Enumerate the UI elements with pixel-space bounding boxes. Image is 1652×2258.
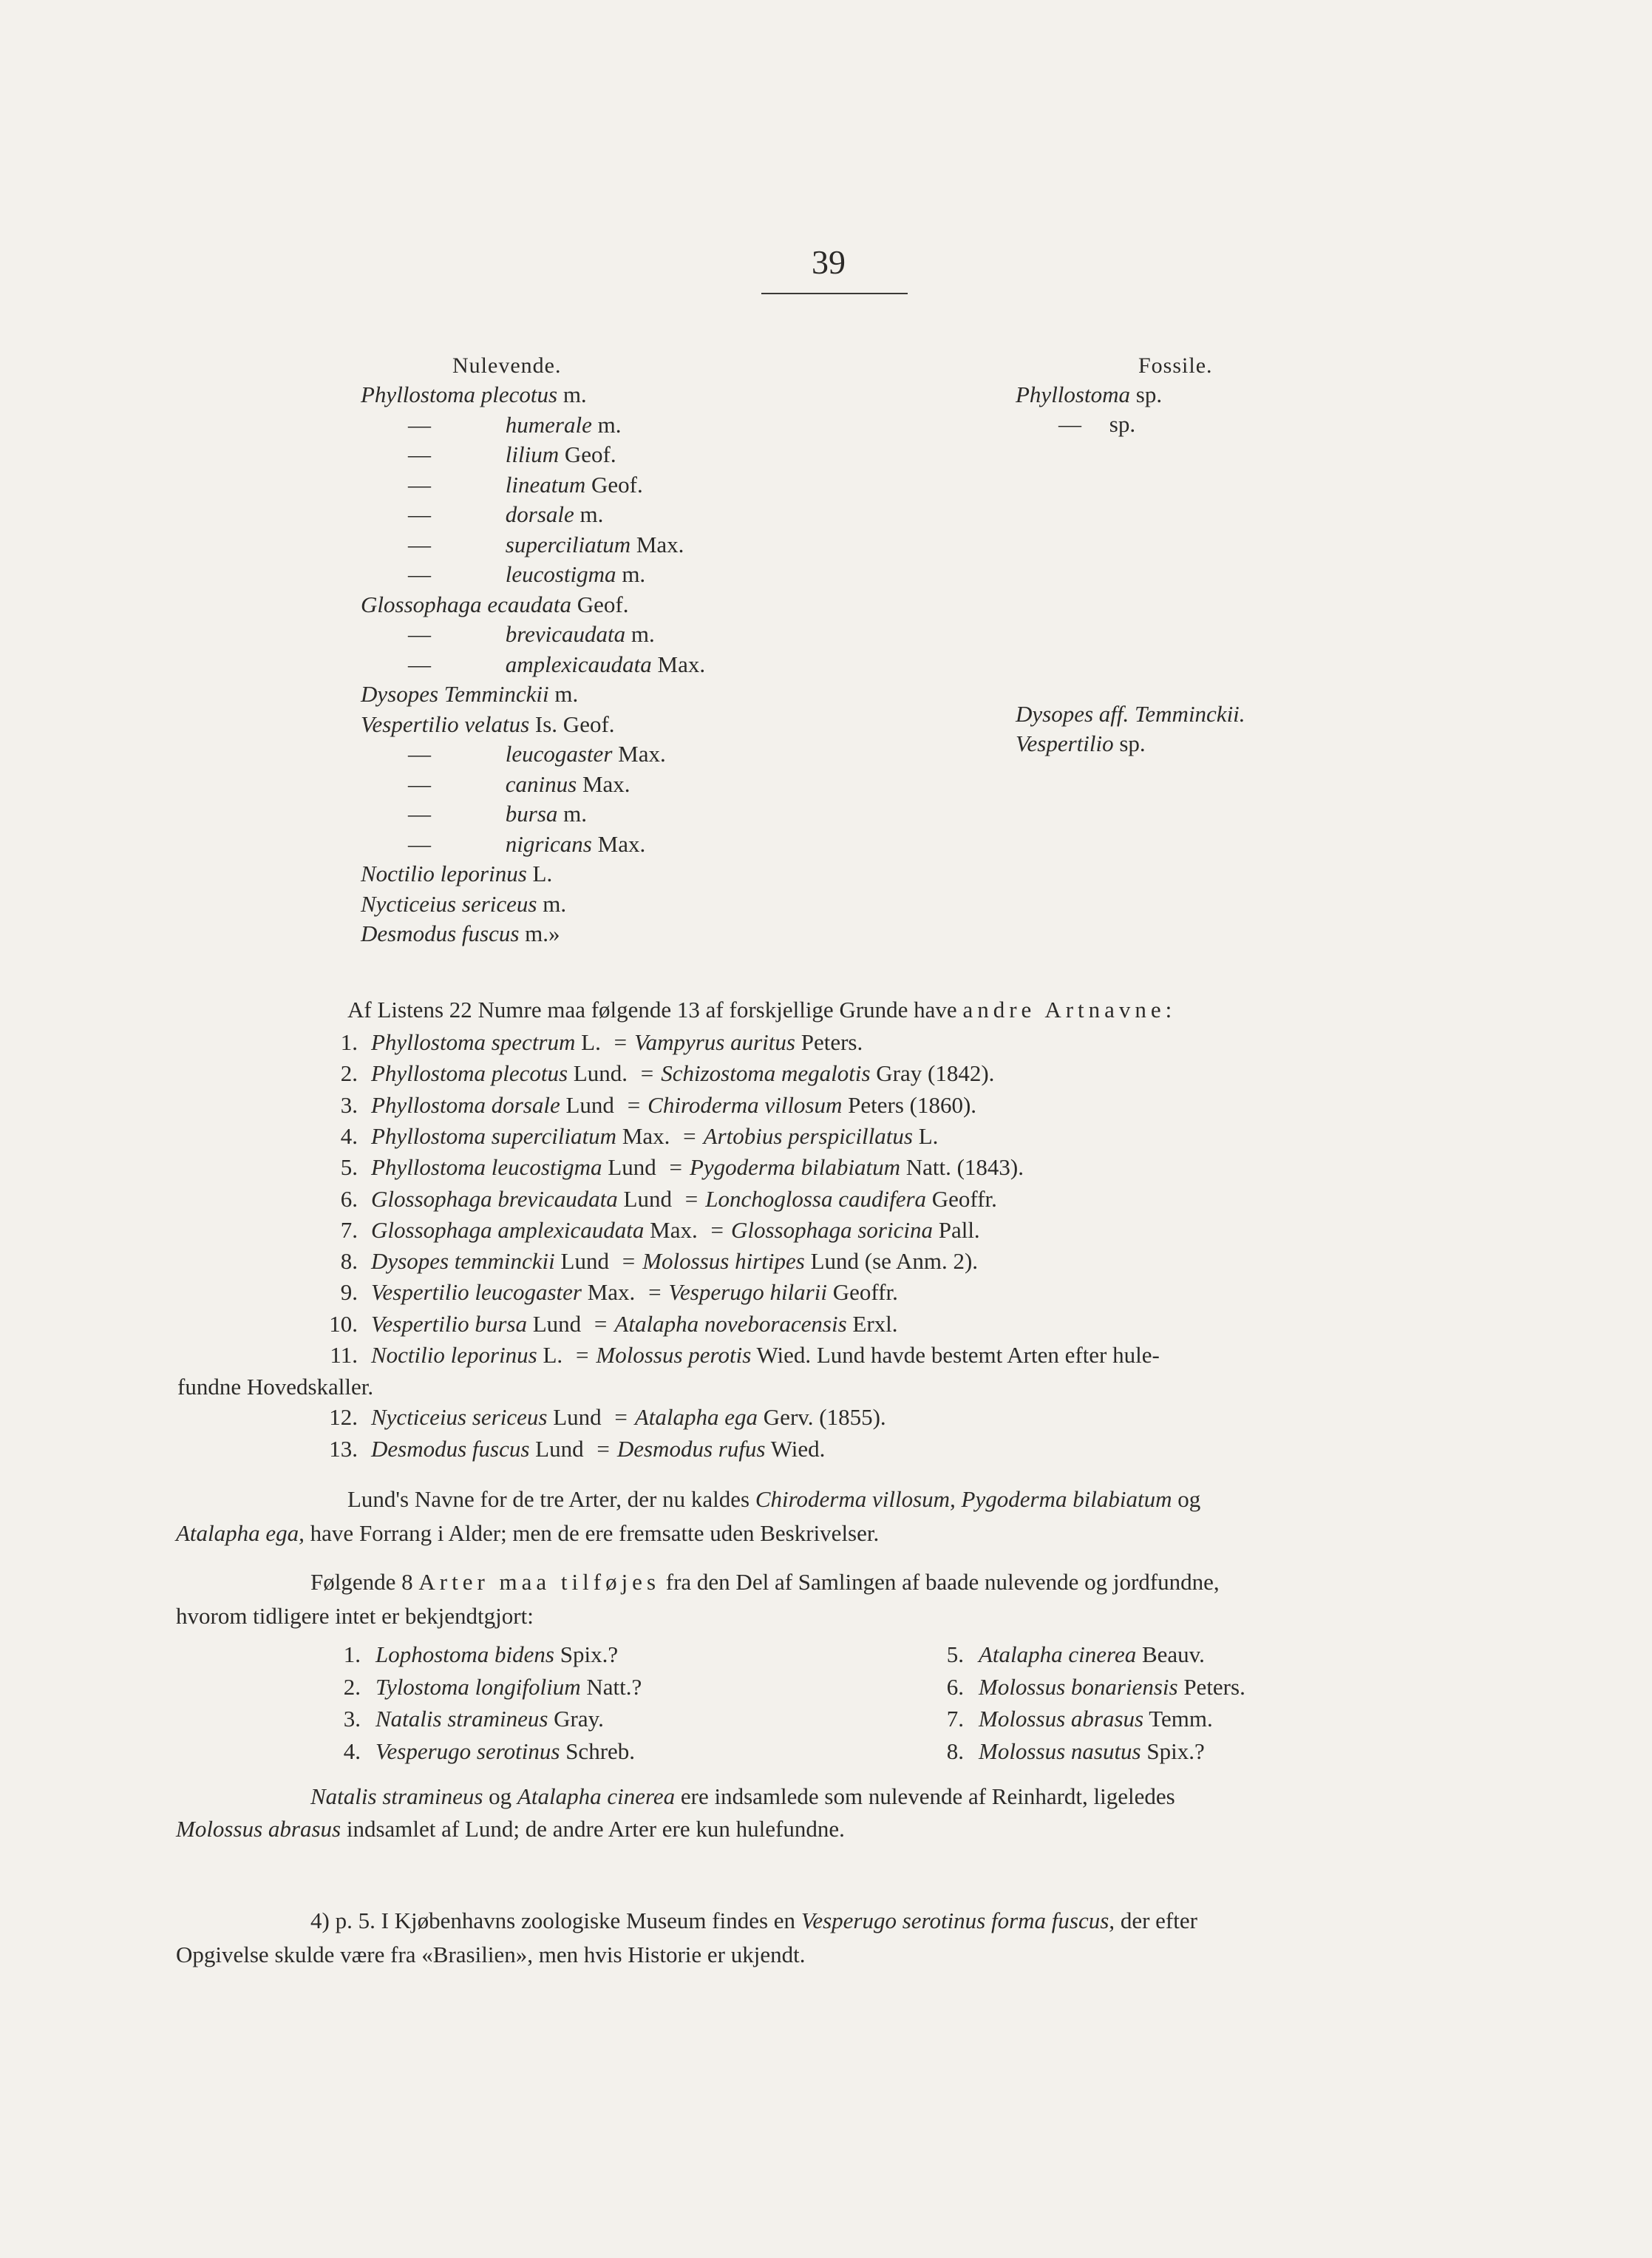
old-author: Max. xyxy=(622,1122,670,1149)
fossil-species-row xyxy=(1016,702,1245,725)
living-species-row xyxy=(361,653,705,676)
species-name: leporinus xyxy=(440,861,527,886)
intro-text-b: andre Artnavne: xyxy=(962,997,1177,1023)
fossil-name: Vespertilio xyxy=(1016,730,1114,756)
author-name: Geof. xyxy=(591,471,643,498)
lund-text-c: og xyxy=(1177,1486,1201,1512)
added-name: Molossus bonariensis xyxy=(979,1673,1178,1700)
old-author: Lund xyxy=(535,1435,584,1462)
author-name: Geof. xyxy=(577,591,629,617)
new-name: Pygoderma bilabiatum xyxy=(689,1154,900,1181)
lund-text-e: have Forrang i Alder; men de ere fremsatte uden Beskrivelser. xyxy=(310,1520,880,1546)
living-species-row xyxy=(361,593,629,616)
added-species-row xyxy=(319,1738,635,1765)
author-name: m. xyxy=(554,681,579,707)
old-author: L. xyxy=(543,1342,563,1368)
species-name: leucostigma xyxy=(505,561,616,587)
living-species-row xyxy=(361,830,646,857)
species-name: bursa xyxy=(505,801,558,827)
synonym-number: 11. xyxy=(330,1342,358,1368)
equals-sign: = xyxy=(648,1279,662,1306)
fossil-name: Phyllostoma xyxy=(1016,382,1130,407)
living-species-row xyxy=(361,922,560,945)
living-species-row xyxy=(361,443,616,466)
lund-text-a: Lund's Navne for de tre Arter, der nu kaldes xyxy=(347,1486,750,1512)
living-species-row xyxy=(361,503,603,526)
fossil-suffix: sp. xyxy=(1109,411,1136,437)
added-name: Vesperugo serotinus xyxy=(375,1737,560,1764)
living-species-row xyxy=(361,563,645,586)
footnote-text-c: der efter xyxy=(1120,1908,1197,1933)
synonym-number: 1. xyxy=(340,1029,358,1055)
species-name: lineatum xyxy=(505,471,586,498)
old-author: Lund xyxy=(532,1310,582,1337)
added-number: 4. xyxy=(343,1737,361,1764)
lund-paragraph-line1 xyxy=(347,1486,1200,1513)
genus-name: Desmodus xyxy=(361,921,457,946)
new-name: Molossus perotis xyxy=(596,1342,752,1368)
genus-name: Dysopes xyxy=(361,681,439,707)
synonym-row xyxy=(322,1092,976,1119)
fossil-name: Dysopes aff. Temminckii. xyxy=(1016,701,1245,727)
species-name: Temminckii xyxy=(443,681,549,707)
fossil-species-row xyxy=(1016,383,1162,406)
new-name: Schizostoma megalotis xyxy=(661,1060,871,1087)
new-name: Lonchoglossa caudifera xyxy=(705,1185,927,1212)
added-name: Molossus abrasus xyxy=(979,1706,1144,1732)
footnote-line1 xyxy=(310,1908,1197,1934)
added-number: 2. xyxy=(343,1673,361,1700)
author-name: Is. Geof. xyxy=(534,711,615,737)
author-name: Max. xyxy=(597,830,646,857)
natalis-text-d: ere indsamlede som nulevende af Reinhardt, ligeledes xyxy=(680,1783,1175,1809)
footnote-text-a: p. 5. I Kjøbenhavns zoologiske Museum findes en xyxy=(335,1908,796,1933)
added-number: 5. xyxy=(946,1641,964,1667)
lund-paragraph-line2 xyxy=(176,1520,879,1547)
item11-continuation: fundne Hovedskaller. xyxy=(177,1374,374,1400)
genus-name: — xyxy=(408,501,431,527)
heading-nulevende: Nulevende. xyxy=(452,353,562,378)
old-name: Phyllostoma leucostigma xyxy=(371,1154,602,1181)
genus-name: — xyxy=(408,621,431,647)
species-name: velatus xyxy=(464,711,530,737)
synonym-number: 7. xyxy=(340,1216,358,1243)
author-name: L. xyxy=(532,861,553,886)
genus-name: — xyxy=(408,770,431,797)
genus-name: — xyxy=(408,411,431,438)
synonym-row xyxy=(322,1186,997,1213)
synonym-row xyxy=(322,1029,863,1056)
synonym-number: 9. xyxy=(340,1279,358,1306)
synonym-number: 5. xyxy=(340,1154,358,1181)
author-name: Max. xyxy=(618,741,666,767)
living-species-row xyxy=(361,892,566,915)
lund-text-d: Atalapha ega, xyxy=(176,1520,305,1546)
new-author: Geoffr. xyxy=(832,1279,898,1306)
added-species-row xyxy=(319,1641,618,1668)
living-species-row xyxy=(361,862,552,885)
new-author: Geoffr. xyxy=(931,1185,997,1212)
author-name: m. xyxy=(597,411,622,438)
genus-name: — xyxy=(408,531,431,557)
lund-text-b: Chiroderma villosum, Pygoderma bilabiatum xyxy=(755,1486,1172,1512)
synonym-number: 13. xyxy=(329,1435,358,1462)
new-author: Gerv. (1855). xyxy=(763,1404,886,1431)
added-species-row xyxy=(922,1674,1245,1701)
new-name: Molossus hirtipes xyxy=(642,1248,805,1275)
new-author: Lund (se Anm. 2). xyxy=(810,1248,979,1275)
heading-fossile: Fossile. xyxy=(1138,353,1213,378)
species-name: humerale xyxy=(505,411,592,438)
added-number: 3. xyxy=(343,1706,361,1732)
living-species-row xyxy=(361,413,621,436)
added-species-row xyxy=(319,1674,642,1701)
genus-name: — xyxy=(408,441,431,467)
synonym-number: 6. xyxy=(340,1185,358,1212)
added-number: 7. xyxy=(946,1706,964,1732)
new-name: Atalapha ega xyxy=(634,1404,758,1431)
new-name: Glossophaga soricina xyxy=(730,1216,933,1243)
fossil-species-row xyxy=(1016,732,1146,755)
synonym-row xyxy=(322,1436,825,1462)
equals-sign: = xyxy=(622,1248,636,1275)
natalis-text-b: og xyxy=(489,1783,512,1809)
old-author: Lund xyxy=(553,1404,602,1431)
new-author: Natt. (1843). xyxy=(905,1154,1024,1181)
equals-sign: = xyxy=(669,1154,682,1181)
added-species-row xyxy=(922,1641,1205,1668)
species-name: superciliatum xyxy=(505,531,631,557)
fossil-name: — xyxy=(1058,411,1081,437)
equals-sign: = xyxy=(575,1342,589,1368)
added-author: Spix.? xyxy=(1146,1737,1205,1764)
added-author: Temm. xyxy=(1149,1706,1213,1732)
old-author: Lund xyxy=(608,1154,656,1181)
equals-sign: = xyxy=(640,1060,654,1087)
intro-text-a: Af Listens 22 Numre maa følgende 13 af forskjellige Grunde have xyxy=(347,997,957,1023)
old-name: Noctilio leporinus xyxy=(371,1342,537,1368)
old-author: Lund xyxy=(623,1185,672,1212)
living-species-row xyxy=(361,713,615,736)
author-name: m. xyxy=(563,801,588,827)
old-name: Phyllostoma dorsale xyxy=(371,1091,560,1118)
added-author: Gray. xyxy=(554,1706,604,1732)
equals-sign: = xyxy=(596,1435,610,1462)
old-author: Lund xyxy=(560,1248,609,1275)
fossil-species-row xyxy=(1058,413,1135,435)
living-species-row xyxy=(361,383,587,406)
added-author: Natt.? xyxy=(586,1673,642,1700)
equals-sign: = xyxy=(627,1091,641,1118)
synonym-number: 4. xyxy=(340,1122,358,1149)
synonym-number: 12. xyxy=(329,1404,358,1431)
page-number-rule xyxy=(761,293,908,294)
fossil-suffix: sp. xyxy=(1135,382,1163,407)
folgende-text-a: Følgende 8 xyxy=(310,1569,413,1595)
folgende-paragraph-line1 xyxy=(310,1569,1220,1596)
author-name: Geof. xyxy=(564,441,616,467)
species-name: fuscus xyxy=(461,921,520,946)
added-author: Peters. xyxy=(1183,1673,1245,1700)
new-name: Desmodus rufus xyxy=(616,1435,766,1462)
synonym-number: 2. xyxy=(340,1060,358,1087)
footnote-text-b: Vesperugo serotinus forma fuscus, xyxy=(800,1908,1115,1933)
equals-sign: = xyxy=(710,1216,724,1243)
new-author: Wied. xyxy=(770,1435,826,1462)
added-number: 1. xyxy=(343,1641,361,1667)
added-author: Spix.? xyxy=(560,1641,619,1667)
genus-name: — xyxy=(408,471,431,498)
synonym-row xyxy=(322,1060,994,1087)
added-name: Natalis stramineus xyxy=(375,1706,548,1732)
equals-sign: = xyxy=(683,1122,696,1149)
species-name: lilium xyxy=(505,441,560,467)
author-name: m. xyxy=(630,621,655,647)
author-name: m. xyxy=(543,890,567,917)
folgende-paragraph-line2: hvorom tidligere intet er bekjendtgjort: xyxy=(176,1603,534,1629)
species-name: ecaudata xyxy=(487,591,572,617)
old-name: Nycticeius sericeus xyxy=(371,1404,548,1431)
fossil-suffix: sp. xyxy=(1119,730,1146,756)
old-author: Lund xyxy=(565,1091,614,1118)
author-name: m. xyxy=(579,501,604,527)
synonym-row xyxy=(322,1311,898,1337)
new-author: Erxl. xyxy=(852,1310,898,1337)
footnote-mark: 4) xyxy=(310,1908,330,1933)
new-name: Chiroderma villosum xyxy=(647,1091,843,1118)
old-name: Phyllostoma superciliatum xyxy=(371,1122,617,1149)
old-author: Lund. xyxy=(573,1060,628,1087)
footnote-line2: Opgivelse skulde være fra «Brasilien», men hvis Historie er ukjendt. xyxy=(176,1942,806,1967)
genus-name: — xyxy=(408,830,431,857)
species-name: nigricans xyxy=(505,830,592,857)
species-name: dorsale xyxy=(505,501,574,527)
living-species-row xyxy=(361,682,578,705)
natalis-text-a: Natalis stramineus xyxy=(310,1783,483,1809)
author-name: Max. xyxy=(582,770,630,797)
old-author: L. xyxy=(581,1029,601,1055)
living-species-row xyxy=(361,802,587,825)
added-number: 8. xyxy=(946,1737,964,1764)
synonym-number: 10. xyxy=(329,1310,358,1337)
new-author: L. xyxy=(918,1122,939,1149)
new-author: Peters (1860). xyxy=(848,1091,977,1118)
species-name: brevicaudata xyxy=(505,621,626,647)
new-name: Vampyrus auritus xyxy=(634,1029,795,1055)
added-name: Atalapha cinerea xyxy=(979,1641,1137,1667)
equals-sign: = xyxy=(594,1310,608,1337)
folgende-text-c: fra den Del af Samlingen af baade nulevende og jordfundne, xyxy=(665,1569,1220,1595)
new-author: Pall. xyxy=(938,1216,980,1243)
author-name: Max. xyxy=(636,531,684,557)
natalis-text-e: Molossus abrasus xyxy=(176,1816,341,1842)
synonym-row xyxy=(322,1154,1024,1181)
added-species-row xyxy=(319,1706,604,1732)
old-author: Max. xyxy=(587,1279,636,1306)
author-name: m. xyxy=(562,382,587,407)
living-species-row xyxy=(361,473,643,496)
synonym-row xyxy=(322,1404,886,1431)
synonym-row xyxy=(322,1248,978,1275)
synonym-row xyxy=(322,1123,938,1150)
species-name: sericeus xyxy=(461,890,537,917)
added-name: Molossus nasutus xyxy=(979,1737,1141,1764)
genus-name: — xyxy=(408,651,431,677)
old-author: Max. xyxy=(650,1216,698,1243)
page-number: 39 xyxy=(812,243,846,281)
genus-name: Vespertilio xyxy=(361,711,459,737)
new-author: Peters. xyxy=(800,1029,863,1055)
synonym-number: 3. xyxy=(340,1091,358,1118)
author-name: Max. xyxy=(657,651,706,677)
new-name: Vesperugo hilarii xyxy=(668,1279,827,1306)
genus-name: — xyxy=(408,561,431,587)
old-name: Glossophaga amplexicaudata xyxy=(371,1216,645,1243)
equals-sign: = xyxy=(684,1185,698,1212)
living-species-row xyxy=(361,623,655,645)
old-name: Glossophaga brevicaudata xyxy=(371,1185,618,1212)
old-name: Desmodus fuscus xyxy=(371,1435,530,1462)
species-name: leucogaster xyxy=(505,741,613,767)
genus-name: Glossophaga xyxy=(361,591,482,617)
added-species-row xyxy=(922,1706,1213,1732)
genus-name: — xyxy=(408,741,431,767)
old-name: Vespertilio leucogaster xyxy=(371,1279,582,1306)
new-author: Wied. Lund havde bestemt Arten efter hule- xyxy=(756,1342,1160,1368)
synonym-number: 8. xyxy=(340,1248,358,1275)
added-species-row xyxy=(922,1738,1205,1765)
living-species-row xyxy=(361,742,666,765)
synonym-row xyxy=(322,1217,980,1244)
folgende-text-b: Arter maa tilføjes xyxy=(418,1569,661,1595)
genus-name: Nycticeius xyxy=(361,890,457,917)
synonym-row xyxy=(322,1279,898,1306)
synonym-row xyxy=(322,1342,1160,1369)
author-name: m.» xyxy=(525,921,560,946)
genus-name: Noctilio xyxy=(361,861,435,886)
added-name: Tylostoma longifolium xyxy=(375,1673,581,1700)
intro-line xyxy=(347,997,1176,1023)
old-name: Dysopes temminckii xyxy=(371,1248,555,1275)
genus-name: Phyllostoma xyxy=(361,382,475,407)
added-name: Lophostoma bidens xyxy=(375,1641,554,1667)
genus-name: — xyxy=(408,801,431,827)
living-species-row xyxy=(361,533,684,556)
equals-sign: = xyxy=(613,1029,628,1055)
natalis-text-f: indsamlet af Lund; de andre Arter ere kun hulefundne. xyxy=(346,1816,845,1842)
old-name: Phyllostoma plecotus xyxy=(371,1060,568,1087)
old-name: Phyllostoma spectrum xyxy=(371,1029,576,1055)
living-species-row xyxy=(361,770,630,797)
added-author: Beauv. xyxy=(1141,1641,1205,1667)
species-name: plecotus xyxy=(480,382,558,407)
added-author: Schreb. xyxy=(565,1737,636,1764)
species-name: caninus xyxy=(505,770,577,797)
natalis-paragraph-line1 xyxy=(310,1783,1175,1810)
species-name: amplexicaudata xyxy=(505,651,652,677)
old-name: Vespertilio bursa xyxy=(371,1310,527,1337)
equals-sign: = xyxy=(614,1404,628,1431)
author-name: m. xyxy=(622,561,646,587)
natalis-paragraph-line2 xyxy=(176,1816,845,1842)
added-number: 6. xyxy=(946,1673,964,1700)
natalis-text-c: Atalapha cinerea xyxy=(517,1783,676,1809)
new-name: Atalapha noveboracensis xyxy=(614,1310,847,1337)
new-name: Artobius perspicillatus xyxy=(703,1122,913,1149)
new-author: Gray (1842). xyxy=(876,1060,995,1087)
